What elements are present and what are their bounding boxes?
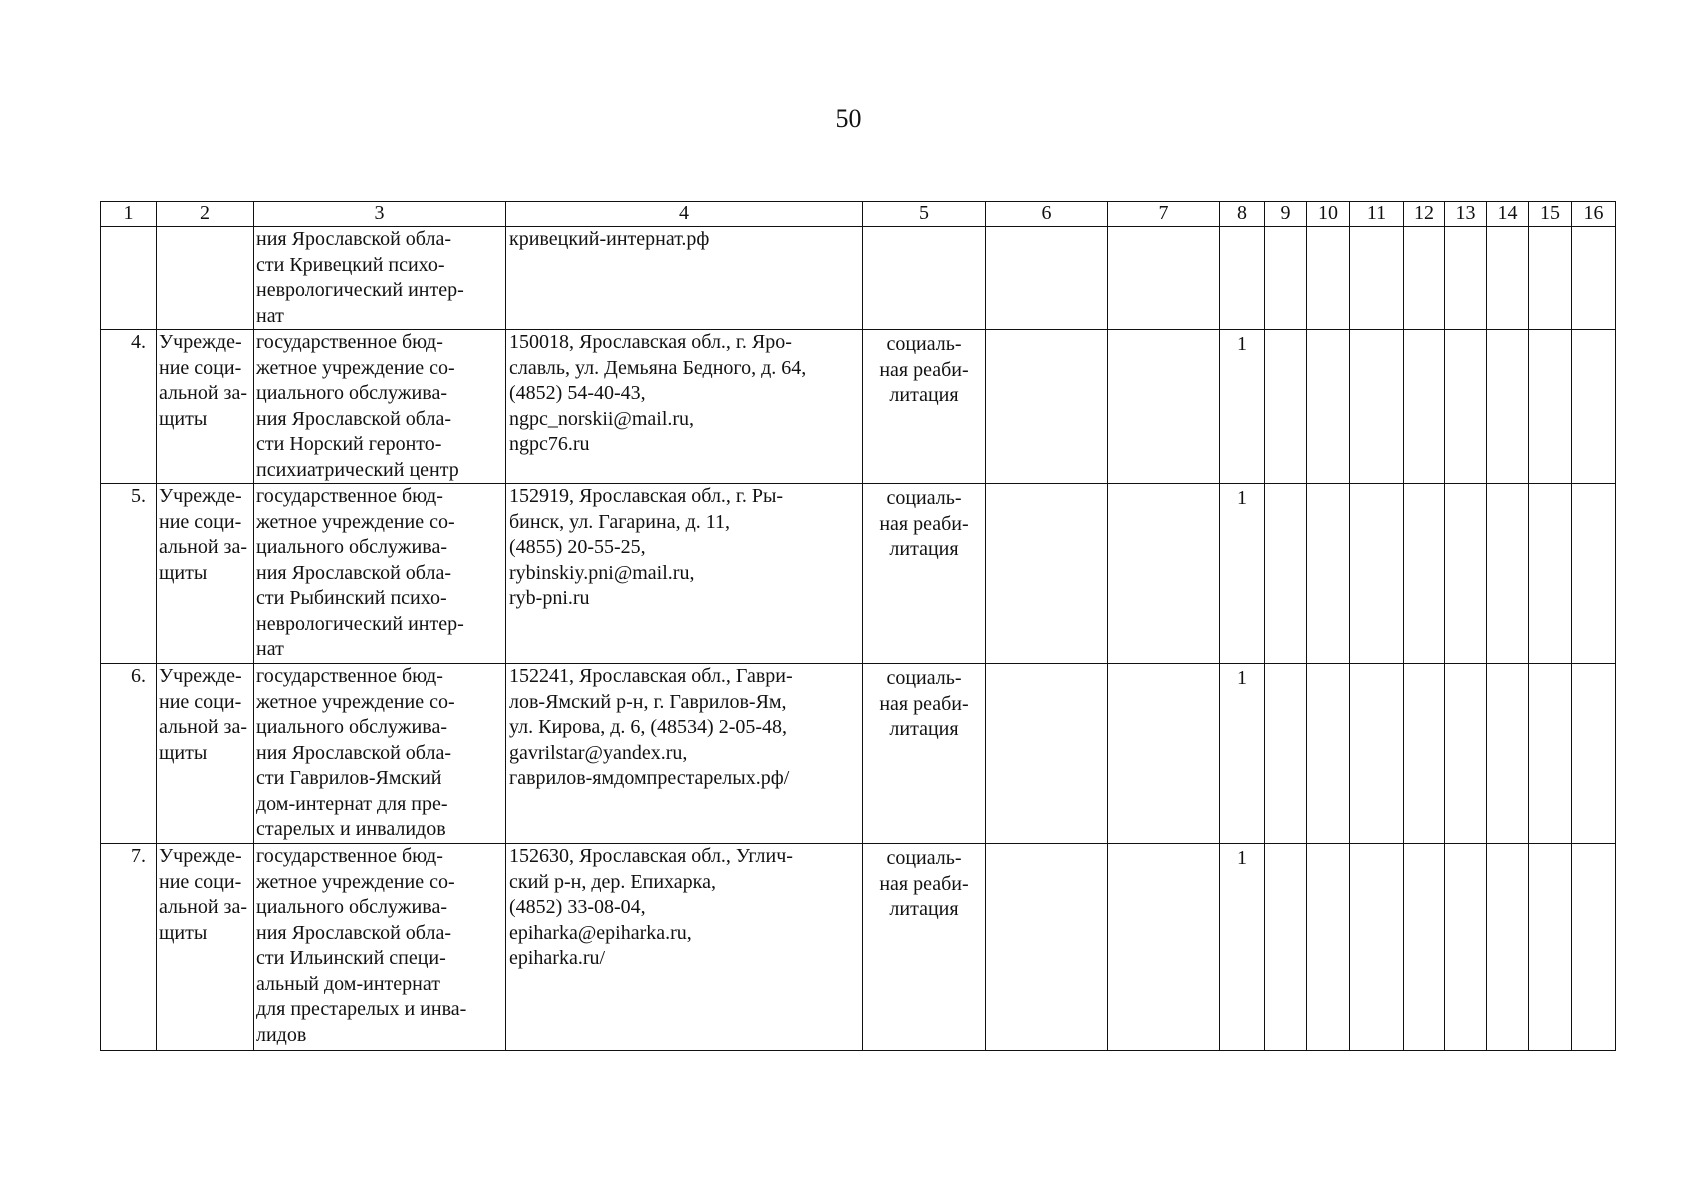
row-number — [101, 227, 157, 330]
empty-cell — [1529, 664, 1572, 844]
institution-name: государственное бюд- жетное учреждение со- циального обслужива- ния Ярославской обла- сти Рыбинский психо- неврологический интер- нат — [254, 484, 506, 664]
service-type: социаль- ная реаби- литация — [863, 664, 986, 844]
empty-cell — [1307, 664, 1350, 844]
column-header: 3 — [254, 202, 506, 227]
empty-cell — [1487, 664, 1529, 844]
empty-cell — [1487, 330, 1529, 484]
column-8-value — [1220, 227, 1265, 330]
column-header: 16 — [1572, 202, 1616, 227]
column-header: 4 — [506, 202, 863, 227]
column-header: 8 — [1220, 202, 1265, 227]
table-header-row — [101, 202, 1616, 227]
empty-cell — [1350, 484, 1404, 664]
empty-cell — [1108, 484, 1220, 664]
institution-type: Учрежде- ние соци- альной за- щиты — [157, 844, 254, 1051]
column-8-value: 1 — [1220, 484, 1265, 664]
row-number: 6. — [101, 664, 157, 844]
column-8-value: 1 — [1220, 844, 1265, 1051]
empty-cell — [1108, 330, 1220, 484]
institution-contacts: 150018, Ярославская обл., г. Яро- славль, ул. Демьяна Бедного, д. 64, (4852) 54-40-43, ngpc_norskii@mail.ru, ngpc76.ru — [506, 330, 863, 484]
empty-cell — [1307, 484, 1350, 664]
empty-cell — [986, 664, 1108, 844]
empty-cell — [1529, 484, 1572, 664]
empty-cell — [1404, 227, 1445, 330]
empty-cell — [986, 227, 1108, 330]
empty-cell — [1572, 330, 1616, 484]
service-type — [863, 227, 986, 330]
empty-cell — [1265, 227, 1307, 330]
empty-cell — [1307, 227, 1350, 330]
empty-cell — [1445, 844, 1487, 1051]
institution-name: государственное бюд- жетное учреждение со- циального обслужива- ния Ярославской обла- сти Гаврилов-Ямский дом-интернат для пре- старелых и инвалидов — [254, 664, 506, 844]
table-row — [101, 844, 1616, 1051]
column-header: 6 — [986, 202, 1108, 227]
column-8-value: 1 — [1220, 330, 1265, 484]
institution-name: ния Ярославской обла- сти Кривецкий психо- неврологический интер- нат — [254, 227, 506, 330]
empty-cell — [1265, 330, 1307, 484]
institution-contacts: 152919, Ярославская обл., г. Ры- бинск, ул. Гагарина, д. 11, (4855) 20-55-25, rybinskiy.pni@mail.ru, ryb-pni.ru — [506, 484, 863, 664]
institution-type: Учрежде- ние соци- альной за- щиты — [157, 484, 254, 664]
table-row — [101, 330, 1616, 484]
institution-type — [157, 227, 254, 330]
column-header: 13 — [1445, 202, 1487, 227]
empty-cell — [1572, 844, 1616, 1051]
column-header: 9 — [1265, 202, 1307, 227]
empty-cell — [1404, 484, 1445, 664]
empty-cell — [1445, 330, 1487, 484]
empty-cell — [1529, 844, 1572, 1051]
column-header: 10 — [1307, 202, 1350, 227]
empty-cell — [1307, 844, 1350, 1051]
empty-cell — [1404, 330, 1445, 484]
empty-cell — [1307, 330, 1350, 484]
empty-cell — [1529, 330, 1572, 484]
column-header: 12 — [1404, 202, 1445, 227]
institution-contacts: 152241, Ярославская обл., Гаври- лов-Ямский р-н, г. Гаврилов-Ям, ул. Кирова, д. 6, (48534) 2-05-48, gavrilstar@yandex.ru, гаврилов-ямдомпрестарелых.рф/ — [506, 664, 863, 844]
empty-cell — [1445, 484, 1487, 664]
table-row — [101, 227, 1616, 330]
column-8-value: 1 — [1220, 664, 1265, 844]
empty-cell — [1350, 227, 1404, 330]
empty-cell — [1404, 844, 1445, 1051]
column-header: 2 — [157, 202, 254, 227]
empty-cell — [986, 844, 1108, 1051]
row-number: 4. — [101, 330, 157, 484]
row-number: 7. — [101, 844, 157, 1051]
empty-cell — [1572, 227, 1616, 330]
row-number: 5. — [101, 484, 157, 664]
institution-contacts: кривецкий-интернат.рф — [506, 227, 863, 330]
institution-name: государственное бюд- жетное учреждение со- циального обслужива- ния Ярославской обла- сти Ильинский специ- альный дом-интернат для престарелых и инва- лидов — [254, 844, 506, 1051]
empty-cell — [1108, 664, 1220, 844]
table-row — [101, 484, 1616, 664]
column-header: 14 — [1487, 202, 1529, 227]
empty-cell — [1108, 227, 1220, 330]
column-header: 1 — [101, 202, 157, 227]
empty-cell — [986, 330, 1108, 484]
service-type: социаль- ная реаби- литация — [863, 844, 986, 1051]
empty-cell — [1350, 844, 1404, 1051]
empty-cell — [986, 484, 1108, 664]
empty-cell — [1350, 330, 1404, 484]
empty-cell — [1445, 664, 1487, 844]
empty-cell — [1265, 664, 1307, 844]
table-row — [101, 664, 1616, 844]
empty-cell — [1529, 227, 1572, 330]
empty-cell — [1487, 227, 1529, 330]
institution-type: Учрежде- ние соци- альной за- щиты — [157, 664, 254, 844]
empty-cell — [1265, 484, 1307, 664]
empty-cell — [1487, 484, 1529, 664]
institution-type: Учрежде- ние соци- альной за- щиты — [157, 330, 254, 484]
empty-cell — [1572, 664, 1616, 844]
empty-cell — [1487, 844, 1529, 1051]
empty-cell — [1572, 484, 1616, 664]
empty-cell — [1350, 664, 1404, 844]
column-header: 5 — [863, 202, 986, 227]
empty-cell — [1265, 844, 1307, 1051]
empty-cell — [1445, 227, 1487, 330]
column-header: 11 — [1350, 202, 1404, 227]
empty-cell — [1404, 664, 1445, 844]
column-header: 7 — [1108, 202, 1220, 227]
empty-cell — [1108, 844, 1220, 1051]
institution-name: государственное бюд- жетное учреждение со- циального обслужива- ния Ярославской обла- сти Норский геронто- психиатрический центр — [254, 330, 506, 484]
page-number: 50 — [835, 104, 862, 133]
service-type: социаль- ная реаби- литация — [863, 330, 986, 484]
column-header: 15 — [1529, 202, 1572, 227]
institution-contacts: 152630, Ярославская обл., Углич- ский р-н, дер. Епихарка, (4852) 33-08-04, epiharka@epiharka.ru, epiharka.ru/ — [506, 844, 863, 1051]
institutions-table — [100, 201, 1616, 1051]
service-type: социаль- ная реаби- литация — [863, 484, 986, 664]
